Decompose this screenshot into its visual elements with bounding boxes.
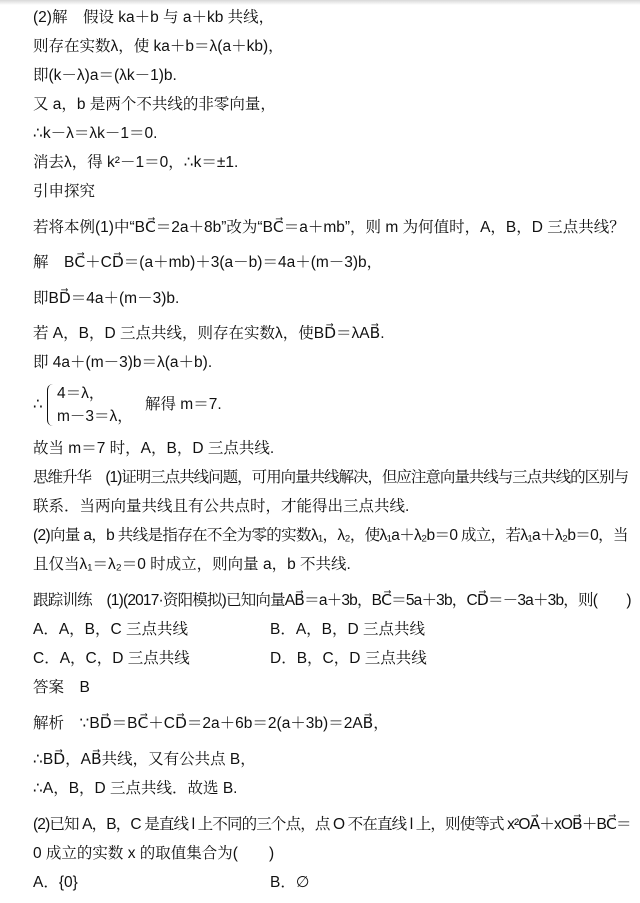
summary-line-4: 且仅当λ₁＝λ₂＝0 时成立，则向量 a，b 不共线. [33, 556, 351, 573]
extension-question: 若将本例(1)中“BC⃗＝2a＋8b”改为“BC⃗＝a＋mb”，则 m 为何值时，A，B，D 三点共线？ [33, 219, 625, 236]
solution-noncollinear-line: 又 a，b 是两个不共线的非零向量， [33, 96, 276, 113]
summary-line-1: 思维升华 (1)证明三点共线问题，可用向量共线解决，但应注意向量共线与三点共线的区别与 [33, 469, 629, 486]
q1-option-d: D．B，C，D 三点共线 [270, 650, 427, 667]
extension-solution-line-4: 即 4a＋(m－3)b＝λ(a＋b). [33, 354, 213, 371]
q2-option-b: B．∅ [270, 874, 310, 891]
q1-option-c: C．A，C，D 三点共线 [33, 650, 190, 667]
q1-analysis-line-2: ∴BD⃗，AB⃗共线，又有公共点 B， [33, 751, 256, 768]
top-shadow-bar [0, 0, 640, 5]
q1-answer: 答案 B [33, 679, 90, 696]
solution-equation-line: 即(k－λ)a＝(λk－1)b. [33, 67, 177, 84]
solution-eliminate-line: 消去λ，得 k²－1＝0，∴k＝±1. [33, 154, 239, 171]
solution-exists-line: 则存在实数λ，使 ka＋b＝λ(a＋kb)， [33, 38, 284, 55]
section-heading-extension: 引申探究 [33, 183, 96, 200]
practice-question-1: 跟踪训练 (1)(2017·资阳模拟)已知向量AB⃗＝a＋3b，BC⃗＝5a＋3b，CD⃗＝－3a＋3b，则( ) [33, 592, 631, 609]
solution-assume-line: (2)解 假设 ka＋b 与 a＋kb 共线， [33, 9, 275, 26]
equation-system [33, 380, 293, 430]
extension-solution-line-1: 解 BC⃗＋CD⃗＝(a＋mb)＋3(a－b)＝4a＋(m－3)b， [33, 254, 383, 271]
q1-option-b: B．A，B，D 三点共线 [270, 621, 426, 638]
practice-question-2-line-1: (2)已知 A，B，C 是直线 l 上不同的三个点，点 O 不在直线 l 上，则使等式 x²OA⃗＋xOB⃗＋BC⃗＝ [33, 816, 631, 833]
q1-analysis-line-1: 解析 ∵BD⃗＝BC⃗＋CD⃗＝2a＋6b＝2(a＋3b)＝2AB⃗， [33, 715, 389, 732]
extension-solution-line-3: 若 A，B，D 三点共线，则存在实数λ，使BD⃗＝λAB⃗. [33, 325, 385, 342]
solution-therefore-line: ∴k－λ＝λk－1＝0. [33, 125, 158, 142]
system-row-2: m－3＝λ， [57, 408, 133, 425]
left-brace [47, 384, 56, 426]
q2-option-a: A．{0} [33, 874, 78, 891]
practice-question-2-line-2: 0 成立的实数 x 的取值集合为( ) [33, 845, 275, 862]
summary-line-2: 联系．当两向量共线且有公共点时，才能得出三点共线. [33, 498, 410, 515]
therefore-symbol: ∴ [33, 396, 43, 413]
extension-conclusion: 故当 m＝7 时，A，B，D 三点共线. [33, 440, 275, 457]
summary-line-3: (2)向量 a，b 共线是指存在不全为零的实数λ₁，λ₂，使λ₁a＋λ₂b＝0 成立，若λ₁a＋λ₂b＝0，当 [33, 527, 628, 544]
extension-solution-line-2: 即BD⃗＝4a＋(m－3)b. [33, 290, 180, 307]
q1-option-a: A．A，B，C 三点共线 [33, 621, 189, 638]
system-row-1: 4＝λ， [57, 385, 105, 402]
q1-analysis-line-3: ∴A，B，D 三点共线．故选 B. [33, 780, 238, 797]
system-solution: 解得 m＝7. [145, 396, 222, 413]
